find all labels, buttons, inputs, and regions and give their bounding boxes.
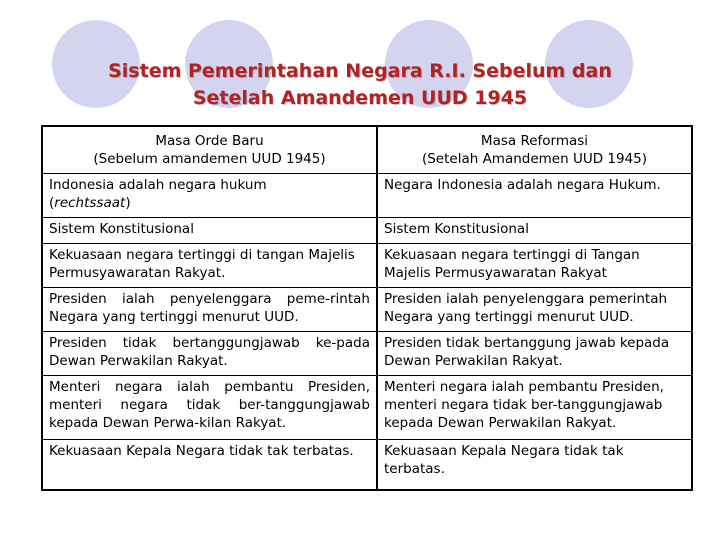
cell-before: [42, 244, 377, 288]
header-subtitle: (Sebelum amandemen UUD 1945): [93, 151, 326, 167]
cell-text: Sistem Konstitusional: [49, 221, 194, 237]
cell-before: Indonesia adalah negara hukum (rechtssaat): [42, 174, 377, 218]
table-row: [42, 244, 692, 288]
table-row: [42, 440, 692, 490]
table-header-row: [42, 126, 692, 174]
cell-before: [42, 332, 377, 376]
header-subtitle: (Setelah Amandemen UUD 1945): [421, 151, 648, 167]
header-reformasi: [377, 126, 692, 174]
title-line-2: Setelah Amandemen UUD 1945: [192, 87, 528, 109]
cell-text: Presiden tidak bertanggungjawab ke-pada Dewan Perwakilan Rakyat.: [49, 335, 370, 369]
cell-text: Menteri negara ialah pembantu Presiden, menteri negara tidak ber-tanggungjawab kepada Dewan Perwakilan Rakyat.: [384, 379, 664, 431]
table-row: [42, 288, 692, 332]
table-row: [42, 376, 692, 440]
cell-text: Kekuasaan Kepala Negara tidak tak terbatas.: [384, 443, 624, 477]
cell-after: [377, 332, 692, 376]
cell-before: [42, 376, 377, 440]
cell-after: [377, 218, 692, 244]
cell-after: [377, 288, 692, 332]
cell-after: [377, 376, 692, 440]
cell-before: [42, 288, 377, 332]
cell-after: [377, 440, 692, 490]
cell-text: Indonesia adalah negara hukum: [49, 177, 267, 193]
table-row: [42, 174, 692, 218]
cell-text: Menteri negara ialah pembantu Presiden, menteri negara tidak ber-tanggungjawab kepada Dewan Perwa-kilan Rakyat.: [49, 379, 370, 431]
cell-italic-term: rechtssaat: [54, 195, 126, 211]
cell-text: Kekuasaan negara tertinggi di tangan Majelis Permusyawaratan Rakyat.: [49, 247, 355, 281]
cell-text: Negara Indonesia adalah negara Hukum.: [384, 177, 661, 193]
comparison-table: [41, 125, 693, 491]
cell-before: [42, 218, 377, 244]
header-title: Masa Orde Baru: [155, 133, 264, 149]
cell-text: Presiden ialah penyelenggara pemerintah Negara yang tertinggi menurut UUD.: [384, 291, 668, 325]
cell-before: [42, 440, 377, 490]
cell-after: [377, 174, 692, 218]
cell-text: Presiden tidak bertanggung jawab kepada Dewan Perwakilan Rakyat.: [384, 335, 670, 369]
cell-text: Kekuasaan Kepala Negara tidak tak terbatas.: [49, 443, 354, 459]
table-row: [42, 332, 692, 376]
header-title: Masa Reformasi: [480, 133, 589, 149]
table-row: [42, 218, 692, 244]
cell-text: Kekuasaan negara tertinggi di Tangan Majelis Permusyawaratan Rakyat: [384, 247, 640, 281]
cell-after: [377, 244, 692, 288]
page-title: [40, 58, 680, 112]
title-line-1: Sistem Pemerintahan Negara R.I. Sebelum dan: [108, 60, 612, 82]
cell-text: Sistem Konstitusional: [384, 221, 529, 237]
cell-text: Presiden ialah penyelenggara peme-rintah Negara yang tertinggi menurut UUD.: [49, 291, 370, 325]
header-orde-baru: [42, 126, 377, 174]
